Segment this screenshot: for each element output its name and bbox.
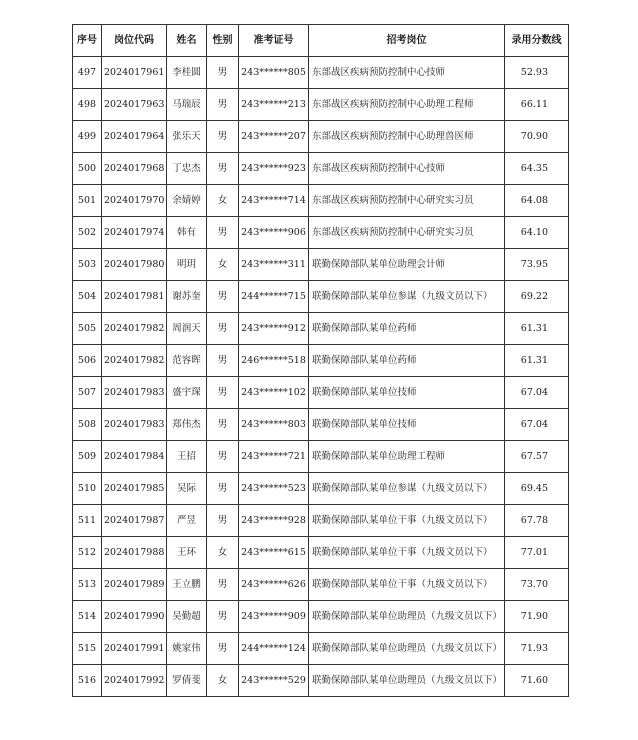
cell-position: 联勤保障部队某单位药师 (309, 345, 505, 377)
cell-exam-id: 243******906 (239, 217, 309, 249)
cell-gender: 女 (207, 665, 239, 697)
cell-name: 余婧婷 (167, 185, 207, 217)
cell-score-line: 52.93 (505, 57, 569, 89)
cell-position-code: 2024017991 (102, 633, 167, 665)
cell-position: 东部战区疾病预防控制中心技师 (309, 57, 505, 89)
cell-gender: 男 (207, 601, 239, 633)
cell-index: 498 (73, 89, 102, 121)
header-position-code: 岗位代码 (102, 25, 167, 57)
cell-score-line: 69.45 (505, 473, 569, 505)
cell-position-code: 2024017963 (102, 89, 167, 121)
table-row (73, 153, 569, 185)
cell-score-line: 67.04 (505, 409, 569, 441)
cell-position-code: 2024017964 (102, 121, 167, 153)
cell-position: 东部战区疾病预防控制中心助理兽医师 (309, 121, 505, 153)
cell-position-code: 2024017982 (102, 313, 167, 345)
header-position: 招考岗位 (309, 25, 505, 57)
cell-gender: 男 (207, 473, 239, 505)
cell-position-code: 2024017982 (102, 345, 167, 377)
header-gender: 性别 (207, 25, 239, 57)
cell-name: 韩有 (167, 217, 207, 249)
cell-position-code: 2024017983 (102, 377, 167, 409)
cell-position-code: 2024017992 (102, 665, 167, 697)
cell-score-line: 66.11 (505, 89, 569, 121)
table-row (73, 89, 569, 121)
cell-position-code: 2024017989 (102, 569, 167, 601)
cell-position-code: 2024017983 (102, 409, 167, 441)
cell-name: 王环 (167, 537, 207, 569)
cell-exam-id: 244******715 (239, 281, 309, 313)
cell-position: 联勤保障部队某单位药师 (309, 313, 505, 345)
table-row (73, 249, 569, 281)
cell-position: 联勤保障部队某单位参谋（九级文员以下） (309, 473, 505, 505)
cell-position-code: 2024017980 (102, 249, 167, 281)
cell-gender: 男 (207, 89, 239, 121)
cell-score-line: 61.31 (505, 313, 569, 345)
cell-exam-id: 243******928 (239, 505, 309, 537)
table-row (73, 441, 569, 473)
cell-exam-id: 243******213 (239, 89, 309, 121)
cell-score-line: 71.93 (505, 633, 569, 665)
cell-position: 联勤保障部队某单位干事（九级文员以下） (309, 537, 505, 569)
cell-index: 510 (73, 473, 102, 505)
cell-score-line: 69.22 (505, 281, 569, 313)
table-row (73, 377, 569, 409)
cell-exam-id: 246******518 (239, 345, 309, 377)
cell-name: 丁忠杰 (167, 153, 207, 185)
cell-index: 502 (73, 217, 102, 249)
header-name: 姓名 (167, 25, 207, 57)
table-row (73, 505, 569, 537)
table-row (73, 57, 569, 89)
cell-position: 联勤保障部队某单位助理工程师 (309, 441, 505, 473)
table-row (73, 569, 569, 601)
cell-exam-id: 243******529 (239, 665, 309, 697)
table-row (73, 281, 569, 313)
cell-gender: 女 (207, 185, 239, 217)
cell-position: 联勤保障部队某单位助理员（九级文员以下） (309, 665, 505, 697)
cell-gender: 男 (207, 121, 239, 153)
cell-score-line: 64.35 (505, 153, 569, 185)
cell-gender: 男 (207, 313, 239, 345)
cell-position-code: 2024017990 (102, 601, 167, 633)
cell-position: 东部战区疾病预防控制中心助理工程师 (309, 89, 505, 121)
cell-position-code: 2024017988 (102, 537, 167, 569)
admission-score-table (72, 24, 569, 697)
cell-index: 497 (73, 57, 102, 89)
cell-position-code: 2024017970 (102, 185, 167, 217)
cell-name: 姚家伟 (167, 633, 207, 665)
cell-name: 严昱 (167, 505, 207, 537)
cell-position-code: 2024017987 (102, 505, 167, 537)
cell-exam-id: 243******923 (239, 153, 309, 185)
table-row (73, 345, 569, 377)
cell-position-code: 2024017981 (102, 281, 167, 313)
cell-position: 东部战区疾病预防控制中心研究实习员 (309, 185, 505, 217)
cell-exam-id: 243******615 (239, 537, 309, 569)
cell-score-line: 77.01 (505, 537, 569, 569)
cell-gender: 男 (207, 217, 239, 249)
cell-position: 联勤保障部队某单位技师 (309, 409, 505, 441)
table-body (73, 57, 569, 697)
table-row (73, 473, 569, 505)
cell-name: 罗倩斐 (167, 665, 207, 697)
cell-index: 508 (73, 409, 102, 441)
cell-score-line: 64.10 (505, 217, 569, 249)
cell-score-line: 67.57 (505, 441, 569, 473)
cell-index: 499 (73, 121, 102, 153)
cell-exam-id: 243******721 (239, 441, 309, 473)
cell-name: 王立鹏 (167, 569, 207, 601)
cell-gender: 男 (207, 281, 239, 313)
cell-position: 东部战区疾病预防控制中心技师 (309, 153, 505, 185)
cell-score-line: 71.60 (505, 665, 569, 697)
cell-name: 明玥 (167, 249, 207, 281)
cell-name: 张乐天 (167, 121, 207, 153)
cell-score-line: 67.04 (505, 377, 569, 409)
cell-position: 东部战区疾病预防控制中心研究实习员 (309, 217, 505, 249)
cell-position: 联勤保障部队某单位参谋（九级文员以下） (309, 281, 505, 313)
cell-index: 513 (73, 569, 102, 601)
cell-gender: 男 (207, 441, 239, 473)
cell-index: 503 (73, 249, 102, 281)
cell-position-code: 2024017961 (102, 57, 167, 89)
cell-exam-id: 243******523 (239, 473, 309, 505)
cell-gender: 男 (207, 569, 239, 601)
cell-exam-id: 243******714 (239, 185, 309, 217)
cell-score-line: 71.90 (505, 601, 569, 633)
cell-exam-id: 243******626 (239, 569, 309, 601)
cell-score-line: 67.78 (505, 505, 569, 537)
cell-gender: 男 (207, 345, 239, 377)
cell-index: 516 (73, 665, 102, 697)
cell-exam-id: 244******124 (239, 633, 309, 665)
cell-position-code: 2024017984 (102, 441, 167, 473)
cell-exam-id: 243******207 (239, 121, 309, 153)
cell-position: 联勤保障部队某单位干事（九级文员以下） (309, 569, 505, 601)
cell-gender: 男 (207, 409, 239, 441)
cell-gender: 男 (207, 153, 239, 185)
cell-index: 511 (73, 505, 102, 537)
cell-index: 515 (73, 633, 102, 665)
cell-index: 507 (73, 377, 102, 409)
cell-position: 联勤保障部队某单位助理员（九级文员以下） (309, 601, 505, 633)
cell-name: 范容晖 (167, 345, 207, 377)
cell-exam-id: 243******909 (239, 601, 309, 633)
cell-name: 盛宇琛 (167, 377, 207, 409)
cell-name: 郑伟杰 (167, 409, 207, 441)
cell-index: 505 (73, 313, 102, 345)
cell-index: 506 (73, 345, 102, 377)
cell-exam-id: 243******311 (239, 249, 309, 281)
table-row (73, 217, 569, 249)
cell-exam-id: 243******803 (239, 409, 309, 441)
cell-name: 谢苏奎 (167, 281, 207, 313)
cell-index: 501 (73, 185, 102, 217)
cell-name: 吴勤超 (167, 601, 207, 633)
cell-index: 509 (73, 441, 102, 473)
table-row (73, 665, 569, 697)
cell-position: 联勤保障部队某单位助理会计师 (309, 249, 505, 281)
cell-position: 联勤保障部队某单位干事（九级文员以下） (309, 505, 505, 537)
cell-name: 马瑞辰 (167, 89, 207, 121)
header-index: 序号 (73, 25, 102, 57)
cell-gender: 男 (207, 377, 239, 409)
cell-name: 王招 (167, 441, 207, 473)
table-row (73, 313, 569, 345)
cell-position: 联勤保障部队某单位技师 (309, 377, 505, 409)
table-row (73, 121, 569, 153)
cell-exam-id: 243******805 (239, 57, 309, 89)
cell-name: 李桂圆 (167, 57, 207, 89)
cell-index: 512 (73, 537, 102, 569)
cell-gender: 男 (207, 633, 239, 665)
cell-position-code: 2024017968 (102, 153, 167, 185)
cell-index: 514 (73, 601, 102, 633)
cell-exam-id: 243******912 (239, 313, 309, 345)
table-row (73, 601, 569, 633)
table-row (73, 185, 569, 217)
cell-gender: 男 (207, 505, 239, 537)
header-score-line: 录用分数线 (505, 25, 569, 57)
cell-gender: 女 (207, 537, 239, 569)
cell-name: 周润天 (167, 313, 207, 345)
cell-position: 联勤保障部队某单位助理员（九级文员以下） (309, 633, 505, 665)
cell-score-line: 61.31 (505, 345, 569, 377)
table-header-row (73, 25, 569, 57)
cell-position-code: 2024017974 (102, 217, 167, 249)
header-exam-id: 准考证号 (239, 25, 309, 57)
cell-index: 504 (73, 281, 102, 313)
cell-score-line: 70.90 (505, 121, 569, 153)
cell-score-line: 73.70 (505, 569, 569, 601)
cell-score-line: 64.08 (505, 185, 569, 217)
table-row (73, 537, 569, 569)
cell-exam-id: 243******102 (239, 377, 309, 409)
cell-name: 吴际 (167, 473, 207, 505)
table-row (73, 633, 569, 665)
cell-score-line: 73.95 (505, 249, 569, 281)
cell-gender: 男 (207, 57, 239, 89)
cell-gender: 女 (207, 249, 239, 281)
table-row (73, 409, 569, 441)
cell-index: 500 (73, 153, 102, 185)
cell-position-code: 2024017985 (102, 473, 167, 505)
